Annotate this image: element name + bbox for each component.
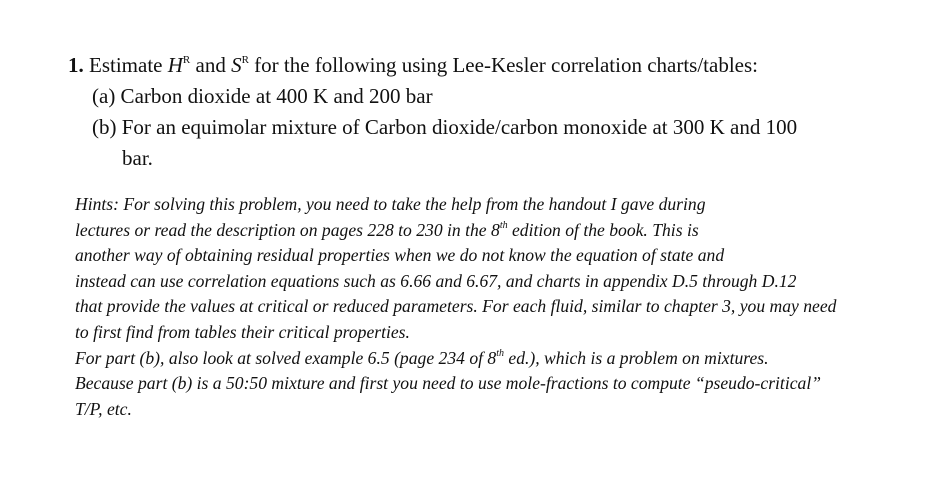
hints-line-2: [75, 218, 925, 244]
hints-line-7-post: ed.), which is a problem on mixtures.: [503, 347, 769, 368]
part-b-line-2: bar.: [122, 146, 153, 170]
part-b-line-1: (b) For an equimolar mixture of Carbon dioxide/carbon monoxide at 300 K and 100: [92, 115, 798, 139]
enthalpy-symbol: H: [167, 53, 183, 77]
hints-line-4: instead can use correlation equations such as 6.66 and 6.67, and charts in appendix D.5 through D.12: [75, 270, 797, 291]
hints-line-7: [75, 346, 925, 372]
hints-line-3: another way of obtaining residual properties when we do not know the equation of state and: [75, 245, 725, 266]
entropy-symbol: S: [231, 53, 242, 77]
hints-line-5: that provide the values at critical or reduced parameters. For each fluid, similar to chapter 3, you may need: [75, 296, 837, 317]
enthalpy-superscript: R: [182, 54, 191, 66]
hints-line-8: Because part (b) is a 50:50 mixture and first you need to use mole-fractions to compute “pseudo-critical”: [75, 373, 821, 394]
hints-line-2-pre: lectures or read the description on pages 228 to 230 in the 8: [75, 219, 500, 240]
entropy-superscript: R: [241, 54, 249, 66]
intro-and: and: [190, 53, 232, 77]
hints-line-9: T/P, etc.: [75, 398, 132, 419]
hints-line-7-pre: For part (b), also look at solved example 6.5 (page 234 of 8: [75, 347, 497, 368]
hints-line-7-sup: th: [496, 347, 504, 359]
intro-text-post: for the following using Lee-Kesler correlation charts/tables:: [248, 53, 758, 77]
problem-intro: [68, 50, 918, 81]
part-a: (a) Carbon dioxide at 400 K and 200 bar: [92, 84, 433, 108]
hints-line-6: to first find from tables their critical properties.: [75, 321, 410, 342]
problem-number: 1.: [68, 53, 84, 77]
hints-line-2-post: edition of the book. This is: [507, 219, 699, 240]
intro-text-pre: Estimate: [83, 53, 168, 77]
hints-paragraph: [75, 192, 925, 422]
problem-statement: [68, 50, 918, 174]
hints-line-1: Hints: For solving this problem, you need to take the help from the handout I gave during: [75, 194, 706, 214]
hints-line-2-sup: th: [499, 219, 508, 231]
